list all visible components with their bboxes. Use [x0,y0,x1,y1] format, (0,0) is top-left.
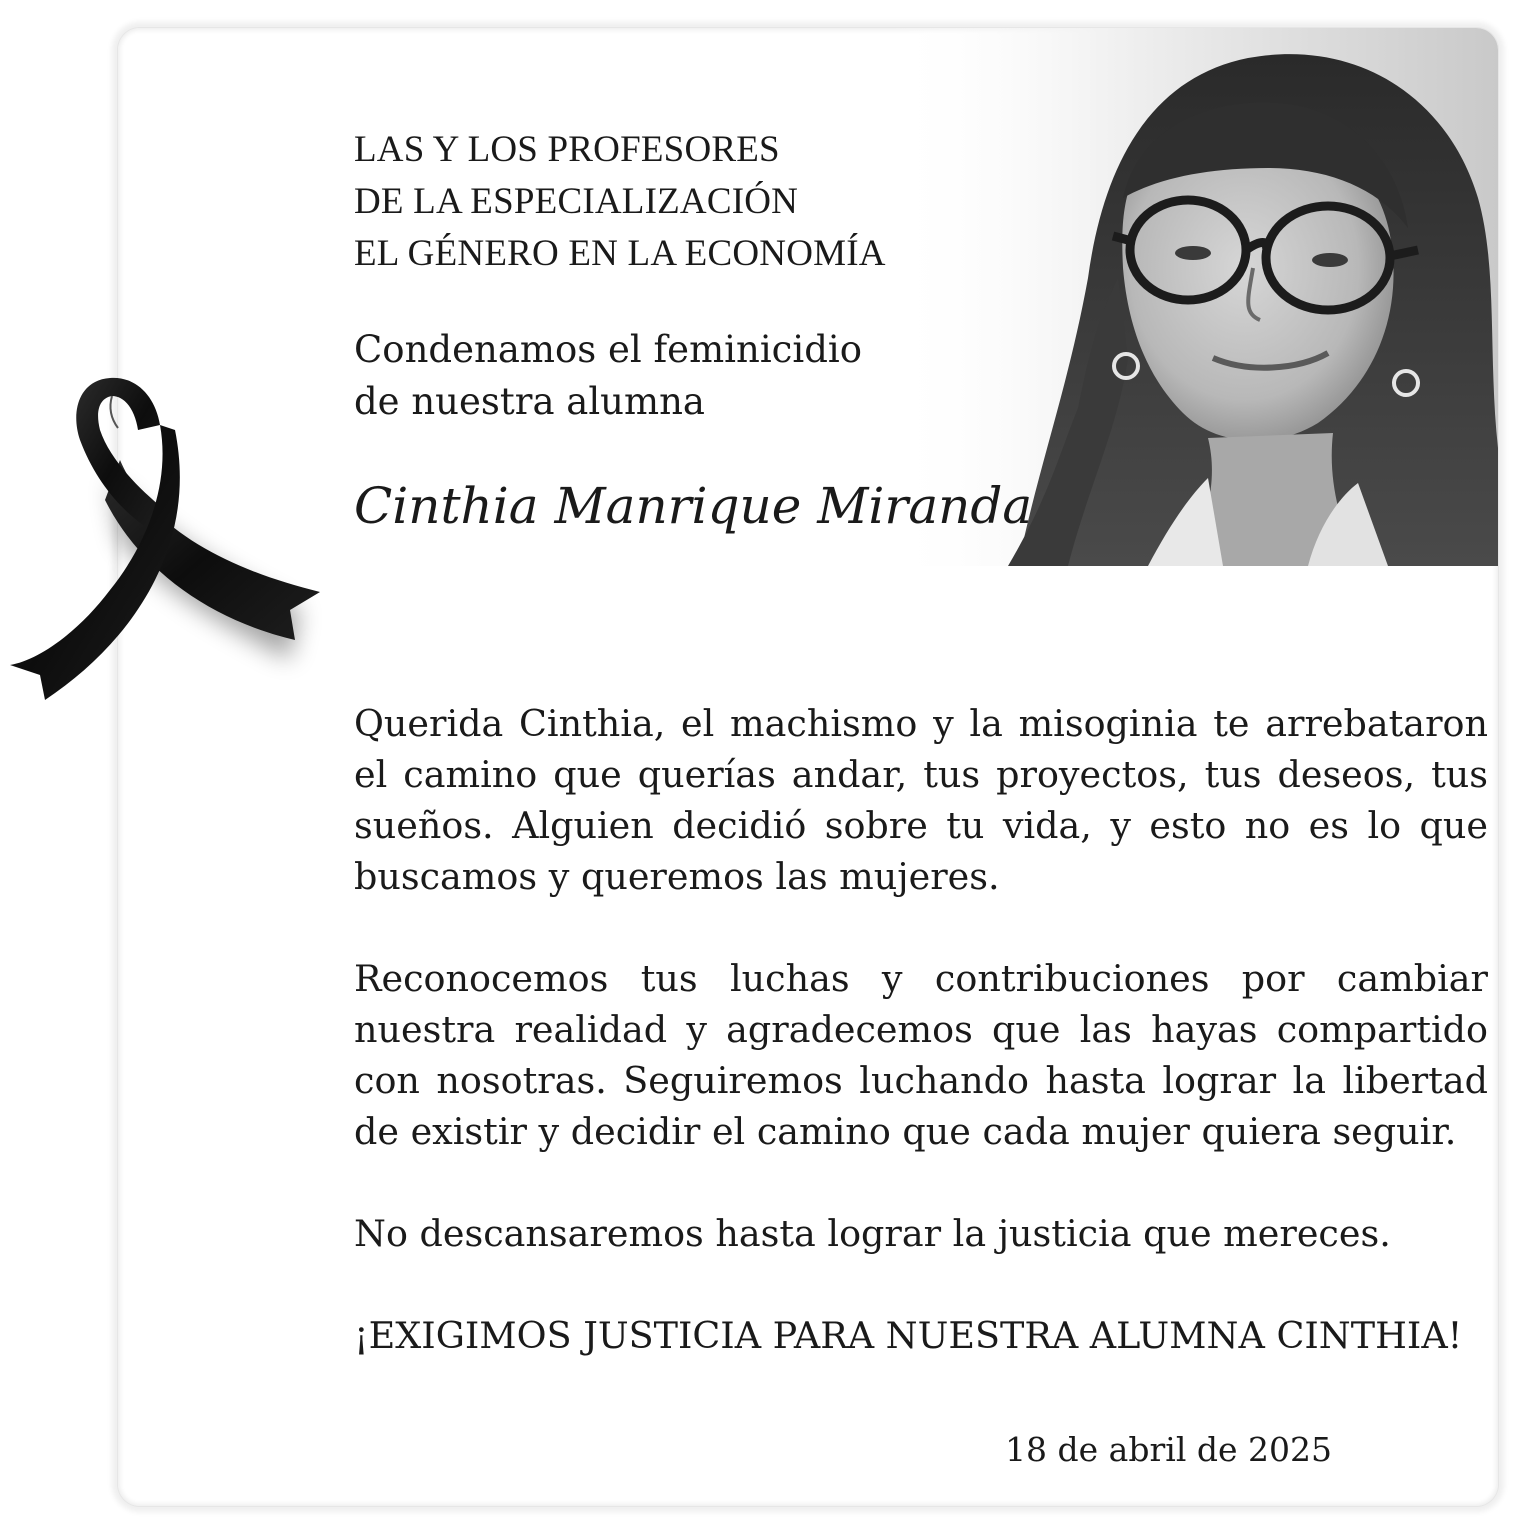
organization-heading [354,124,886,280]
mourning-ribbon-icon [0,370,330,710]
memorial-card [118,28,1498,1506]
message-paragraph-2: Reconocemos tus luchas y contribuciones por cambiar nuestra realidad y agradecemos que las hayas compartido con nosotras. Seguiremos luchando hasta lograr la libertad de existir y decidir el camino que cada mujer quiera seguir. [354,957,1488,1153]
message-paragraph-1: Querida Cinthia, el machismo y la misoginia te arrebataron el camino que querías andar, tus proyectos, tus deseos, tus sueños. Alguien decidió sobre tu vida, y esto no es lo que buscamos y queremos las mujeres. [354,702,1488,898]
date-label: 18 de abril de 2025 [1005,1430,1332,1469]
message-body [354,698,1488,1361]
condemnation-statement [354,324,862,428]
condemn-line-1: Condenamos el feminicidio [354,328,863,371]
org-line-3: EL GÉNERO EN LA ECONOMÍA [354,233,886,274]
victim-name: Cinthia Manrique Miranda [354,477,1033,535]
condemn-line-2: de nuestra alumna [354,380,705,423]
org-line-1: LAS Y LOS PROFESORES [354,129,780,170]
message-paragraph-4: ¡EXIGIMOS JUSTICIA PARA NUESTRA ALUMNA CINTHIA! [354,1314,1463,1357]
org-line-2: DE LA ESPECIALIZACIÓN [354,181,799,222]
message-paragraph-3: No descansaremos hasta lograr la justicia que mereces. [354,1212,1391,1255]
